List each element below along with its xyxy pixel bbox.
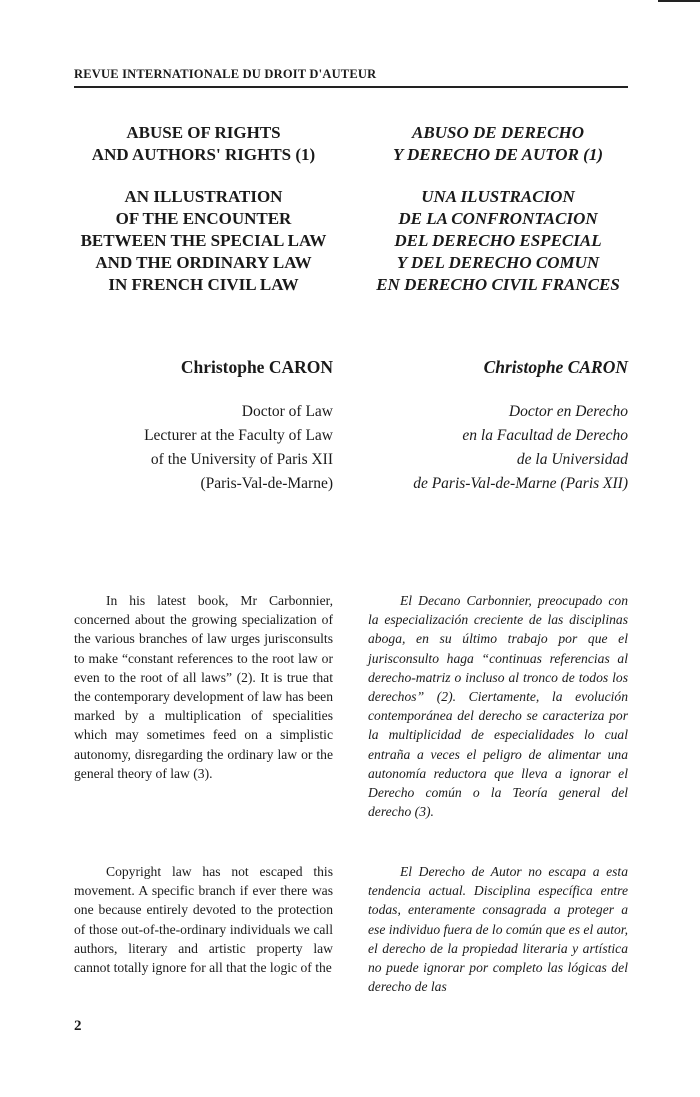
subtitle-es-line: DEL DERECHO ESPECIAL	[394, 231, 602, 250]
subtitle-es-line: DE LA CONFRONTACION	[398, 209, 598, 228]
subtitle-es-line: UNA ILUSTRACION	[421, 187, 575, 206]
subtitle-en-line: AND THE ORDINARY LAW	[95, 253, 312, 272]
subtitle-en-line: IN FRENCH CIVIL LAW	[108, 275, 299, 294]
paragraph-es-2: El Derecho de Autor no escapa a esta tendencia actual. Disciplina específica entre todas, enteramente consagrada a proteger a ese individuo fuera de lo común que es el autor, el derecho de la propiedad literaria y artística no puede ignorar por completo las lógicas del derecho de las	[368, 864, 628, 995]
affiliation-es-line: Doctor en Derecho	[508, 403, 628, 420]
title-es-line: ABUSO DE DERECHO	[412, 123, 584, 142]
title-en	[74, 122, 333, 166]
paragraph-en-2: Copyright law has not escaped this movement. A specific branch if ever there was one because entirely devoted to the protection of those out-of-the-ordinary individuals we call authors, literary and artistic property law cannot totally ignore for all that the logic of the	[74, 864, 333, 976]
affiliation-en-line: (Paris-Val-de-Marne)	[200, 475, 333, 492]
title-en-line: AND AUTHORS' RIGHTS (1)	[91, 145, 316, 164]
affiliation-es-line: de la Universidad	[516, 451, 628, 468]
subtitle-en-line: AN ILLUSTRATION	[124, 187, 283, 206]
subtitle-es	[368, 186, 628, 296]
affiliation-en	[74, 400, 333, 496]
journal-title: REVUE INTERNATIONALE DU DROIT D'AUTEUR	[74, 67, 377, 81]
subtitle-en-line: OF THE ENCOUNTER	[115, 209, 292, 228]
affiliation-es-line: de Paris-Val-de-Marne (Paris XII)	[413, 475, 628, 492]
affiliation-en-line: Doctor of Law	[241, 403, 333, 420]
title-es-line: Y DERECHO DE AUTOR (1)	[392, 145, 603, 164]
affiliation-es	[368, 400, 628, 496]
subtitle-en-line: BETWEEN THE SPECIAL LAW	[80, 231, 327, 250]
header-rule	[74, 86, 628, 88]
paragraph-en-1: In his latest book, Mr Carbonnier, concerned about the growing specialization of the various branches of law urges jurisconsults to make “constant references to the root law or even to the root of all laws” (2). It is true that the contemporary development of law has been marked by a multiplication of specialities which may sometimes feed on a simplistic autonomy, disregarding the ordinary law or the general theory of law (3).	[74, 593, 333, 781]
title-en-line: ABUSE OF RIGHTS	[126, 123, 281, 142]
author-es: Christophe CARON	[483, 357, 628, 377]
title-es	[368, 122, 628, 166]
author-en: Christophe CARON	[180, 357, 333, 377]
affiliation-en-line: of the University of Paris XII	[150, 451, 333, 468]
corner-crop-mark	[658, 0, 700, 2]
subtitle-es-line: EN DERECHO CIVIL FRANCES	[376, 275, 620, 294]
affiliation-en-line: Lecturer at the Faculty of Law	[144, 427, 333, 444]
paragraph-es-1: El Decano Carbonnier, preocupado con la especialización creciente de las disciplinas aboga, en su último trabajo por que el jurisconsulto haga “continuas referencias al derecho-matriz o incluso al tronco de todos los derechos” (2). Ciertamente, la evolución contemporánea del derecho se caracteriza por la multiplicidad de especialidades lo cual entraña a veces el peligro de alimentar una autonomía reductora que lleva a ignorar el Derecho común o la Teoría general del derecho (3).	[368, 593, 628, 820]
subtitle-en	[74, 186, 333, 296]
page-number: 2	[74, 1018, 82, 1034]
subtitle-es-line: Y DEL DERECHO COMUN	[396, 253, 600, 272]
affiliation-es-line: en la Facultad de Derecho	[462, 427, 628, 444]
